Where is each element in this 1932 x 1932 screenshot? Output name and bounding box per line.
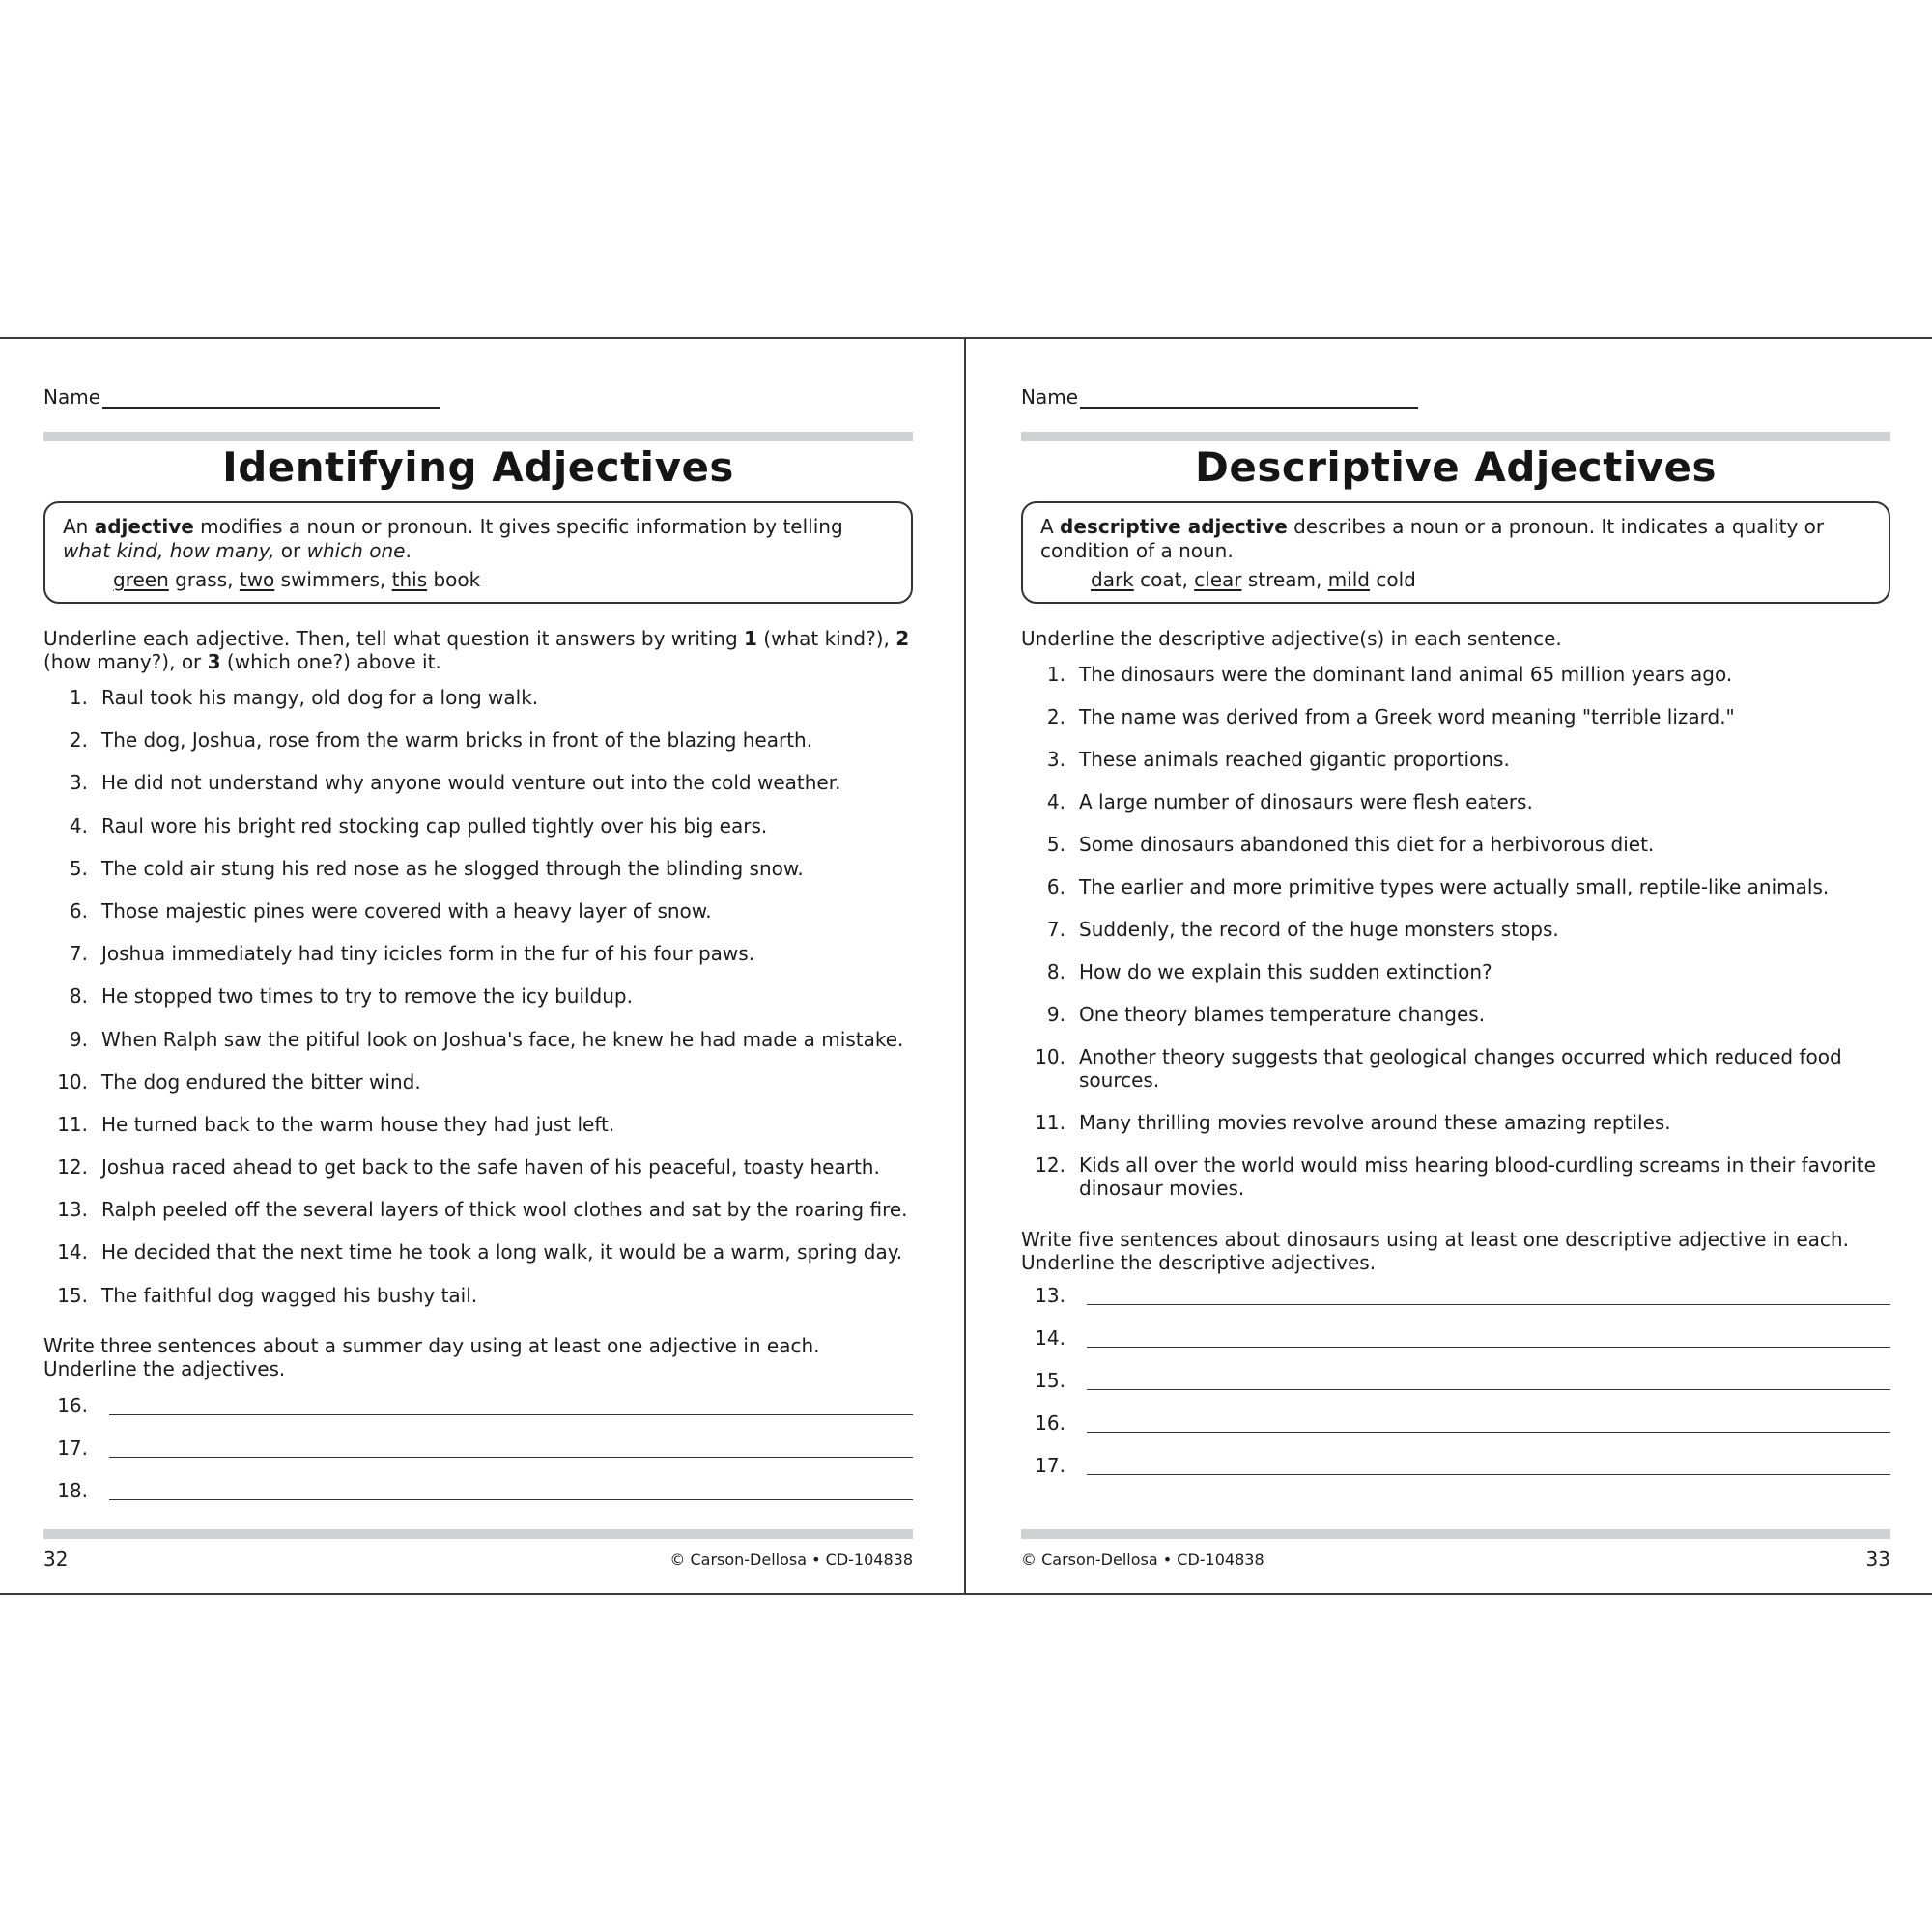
top-bar: [43, 432, 913, 441]
exercise-item: [1021, 663, 1890, 686]
item-sentence: Joshua raced ahead to get back to the safe haven of his peaceful, toasty hearth.: [101, 1155, 880, 1179]
writing-line[interactable]: [1021, 1353, 1890, 1396]
item-number: 8.: [1046, 960, 1065, 983]
exercise-item: [1021, 833, 1890, 856]
item-number: 8.: [69, 984, 88, 1009]
bottom-bar: [1021, 1529, 1890, 1539]
item-sentence: He decided that the next time he took a long walk, it would be a warm, spring day.: [101, 1240, 903, 1264]
item-number: 1.: [69, 686, 88, 709]
page-number: 32: [43, 1548, 69, 1571]
book-spread: [0, 337, 1932, 1595]
write-instructions: Write five sentences about dinosaurs using at least one descriptive adjective in each. Underline the descriptive adjectives.: [1021, 1228, 1849, 1274]
exercise-item: [43, 899, 913, 923]
rule-box: [1021, 501, 1890, 604]
item-sentence: The dinosaurs were the dominant land animal 65 million years ago.: [1079, 663, 1733, 686]
item-number: 5.: [69, 856, 88, 880]
rule-term: adjective: [94, 515, 194, 538]
exercise-item: [43, 942, 913, 965]
exercise-item: [43, 1113, 913, 1136]
item-sentence: The dog, Joshua, rose from the warm bricks in front of the blazing hearth.: [101, 728, 813, 753]
exercise-list: [1021, 663, 1890, 1219]
writing-line[interactable]: [1021, 1438, 1890, 1481]
item-sentence: How do we explain this sudden extinction?: [1079, 960, 1492, 983]
item-sentence: Another theory suggests that geological changes occurred which reduced food sources.: [1079, 1045, 1842, 1092]
exercise-item: [43, 728, 913, 752]
exercise-item: [1021, 1153, 1890, 1200]
line-number: 15.: [1035, 1369, 1065, 1392]
writing-lines: [1021, 1268, 1890, 1481]
exercise-item: [1021, 1003, 1890, 1026]
item-sentence: Many thrilling movies revolve around these amazing reptiles.: [1079, 1111, 1671, 1134]
item-sentence: These animals reached gigantic proportions.: [1079, 748, 1510, 771]
line-number: 14.: [1035, 1326, 1065, 1350]
answer-line[interactable]: [1087, 1337, 1890, 1348]
item-number: 9.: [69, 1027, 88, 1051]
item-number: 4.: [1046, 790, 1065, 813]
page-title: Descriptive Adjectives: [1194, 443, 1718, 491]
item-sentence: A large number of dinosaurs were flesh eaters.: [1079, 790, 1533, 813]
item-number: 7.: [1046, 918, 1065, 941]
item-number: 14.: [57, 1240, 88, 1264]
exercise-item: [43, 984, 913, 1008]
exercise-item: [43, 1155, 913, 1179]
item-number: 12.: [57, 1155, 88, 1179]
item-sentence: When Ralph saw the pitiful look on Joshua's face, he knew he had made a mistake.: [101, 1027, 904, 1051]
copyright: © Carson-Dellosa • CD-104838: [669, 1550, 913, 1569]
answer-line[interactable]: [1087, 1379, 1890, 1390]
answer-line[interactable]: [1087, 1422, 1890, 1433]
line-number: 17.: [1035, 1454, 1065, 1477]
name-label: Name: [43, 385, 101, 409]
rule-text: An adjective modifies a noun or pronoun. It gives specific information by telling what kind, how many, or which one.: [63, 515, 843, 562]
item-number: 2.: [1046, 705, 1065, 728]
exercise-item: [43, 1284, 913, 1307]
exercise-list: [43, 686, 913, 1326]
answer-line[interactable]: [1087, 1464, 1890, 1475]
item-number: 11.: [1035, 1111, 1065, 1134]
item-number: 6.: [1046, 875, 1065, 898]
item-sentence: He turned back to the warm house they had just left.: [101, 1112, 615, 1136]
name-line[interactable]: [1080, 387, 1418, 409]
instructions: Underline each adjective. Then, tell what question it answers by writing 1 (what kind?), 2 (how many?), or 3 (which one?) above it.: [43, 627, 910, 673]
page-divider: [964, 339, 966, 1593]
top-bar: [1021, 432, 1890, 441]
item-sentence: Raul took his mangy, old dog for a long walk.: [101, 686, 539, 709]
exercise-item: [1021, 918, 1890, 941]
item-sentence: He stopped two times to try to remove the icy buildup.: [101, 984, 633, 1009]
item-number: 10.: [1035, 1045, 1065, 1068]
bottom-bar: [43, 1529, 913, 1539]
item-sentence: Raul wore his bright red stocking cap pulled tightly over his big ears.: [101, 813, 768, 838]
item-number: 2.: [69, 728, 88, 753]
line-number: 13.: [1035, 1284, 1065, 1307]
exercise-item: [43, 857, 913, 880]
item-sentence: The faithful dog wagged his bushy tail.: [101, 1283, 478, 1307]
exercise-item: [43, 771, 913, 794]
exercise-item: [1021, 748, 1890, 771]
item-sentence: Those majestic pines were covered with a heavy layer of snow.: [101, 898, 712, 923]
page-number: 33: [1865, 1548, 1890, 1571]
item-number: 15.: [57, 1283, 88, 1307]
line-number: 18.: [57, 1479, 88, 1502]
answer-line[interactable]: [1087, 1294, 1890, 1305]
page-left: [43, 339, 913, 1593]
writing-line[interactable]: [1021, 1396, 1890, 1438]
item-sentence: He did not understand why anyone would venture out into the cold weather.: [101, 771, 841, 795]
item-number: 7.: [69, 942, 88, 966]
item-sentence: The name was derived from a Greek word meaning "terrible lizard.": [1079, 705, 1735, 728]
name-label: Name: [1021, 385, 1079, 409]
answer-line[interactable]: [109, 1447, 913, 1458]
item-number: 12.: [1035, 1153, 1065, 1177]
rule-examples: green grass, two swimmers, this book: [113, 568, 481, 591]
answer-line[interactable]: [109, 1405, 913, 1415]
item-number: 9.: [1046, 1003, 1065, 1026]
item-sentence: The cold air stung his red nose as he slogged through the blinding snow.: [101, 856, 804, 880]
writing-lines: [43, 1378, 913, 1506]
item-sentence: Joshua immediately had tiny icicles form in the fur of his four paws.: [101, 942, 755, 966]
answer-line[interactable]: [109, 1490, 913, 1500]
item-sentence: Ralph peeled off the several layers of thick wool clothes and sat by the roaring fire.: [101, 1198, 908, 1222]
exercise-item: [1021, 960, 1890, 983]
item-sentence: Kids all over the world would miss hearing blood-curdling screams in their favorite dinosaur movies.: [1079, 1153, 1876, 1200]
exercise-item: [43, 1070, 913, 1094]
name-line[interactable]: [102, 387, 440, 409]
exercise-item: [43, 1028, 913, 1051]
line-number: 17.: [57, 1436, 88, 1460]
exercise-item: [1021, 1045, 1890, 1092]
item-number: 11.: [57, 1112, 88, 1136]
write-instructions: Write three sentences about a summer day using at least one adjective in each. Underline the adjectives.: [43, 1334, 820, 1380]
writing-line[interactable]: [1021, 1311, 1890, 1353]
writing-line[interactable]: [43, 1421, 913, 1463]
writing-line[interactable]: [43, 1463, 913, 1506]
rule-box: [43, 501, 913, 604]
exercise-item: [1021, 875, 1890, 898]
instructions: Underline the descriptive adjective(s) in each sentence.: [1021, 627, 1562, 650]
item-number: 1.: [1046, 663, 1065, 686]
item-sentence: Some dinosaurs abandoned this diet for a herbivorous diet.: [1079, 833, 1655, 856]
line-number: 16.: [1035, 1411, 1065, 1435]
exercise-item: [43, 1240, 913, 1264]
copyright: © Carson-Dellosa • CD-104838: [1021, 1550, 1264, 1569]
name-field[interactable]: [43, 385, 440, 409]
item-number: 10.: [57, 1069, 88, 1094]
item-number: 5.: [1046, 833, 1065, 856]
item-number: 4.: [69, 813, 88, 838]
item-sentence: Suddenly, the record of the huge monsters stops.: [1079, 918, 1559, 941]
rule-text: A descriptive adjective describes a noun or a pronoun. It indicates a quality or condition of a noun.: [1040, 515, 1825, 562]
page-title: Identifying Adjectives: [222, 443, 734, 491]
exercise-item: [1021, 1111, 1890, 1134]
name-field[interactable]: [1021, 385, 1418, 409]
item-number: 13.: [57, 1198, 88, 1222]
item-number: 3.: [69, 771, 88, 795]
item-sentence: One theory blames temperature changes.: [1079, 1003, 1486, 1026]
exercise-item: [1021, 790, 1890, 813]
writing-line[interactable]: [1021, 1268, 1890, 1311]
writing-line[interactable]: [43, 1378, 913, 1421]
item-sentence: The earlier and more primitive types were actually small, reptile-like animals.: [1079, 875, 1830, 898]
exercise-item: [1021, 705, 1890, 728]
item-number: 3.: [1046, 748, 1065, 771]
item-number: 6.: [69, 898, 88, 923]
exercise-item: [43, 1198, 913, 1221]
rule-term: descriptive adjective: [1060, 515, 1288, 538]
line-number: 16.: [57, 1394, 88, 1417]
exercise-item: [43, 686, 913, 709]
exercise-item: [43, 814, 913, 838]
item-sentence: The dog endured the bitter wind.: [101, 1069, 421, 1094]
rule-examples: dark coat, clear stream, mild cold: [1091, 568, 1416, 591]
page-right: [1021, 339, 1890, 1593]
